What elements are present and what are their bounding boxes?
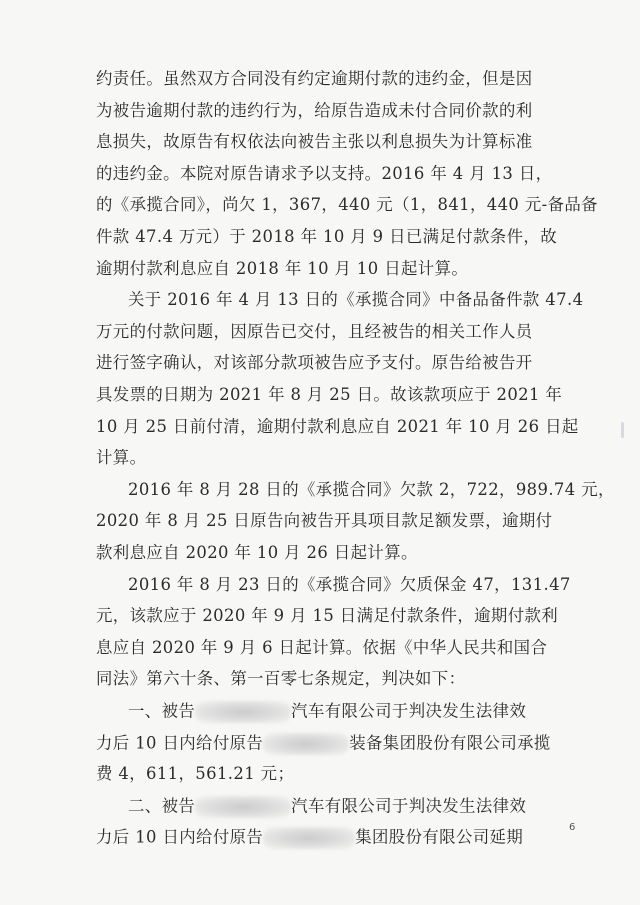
text-line: 进行签字确认，对该部分款项被告应予支付。原告给被告开	[96, 353, 533, 373]
text-line: 万元的付款问题，因原告已交付，且经被告的相关工作人员	[96, 321, 533, 341]
text-line: 计算。	[96, 448, 147, 468]
redaction-blur	[195, 701, 291, 723]
judgment-item-2	[128, 796, 526, 818]
text-segment: 汽车有限公司于判决发生法律效	[291, 796, 527, 816]
text-line: 2016 年 8 月 28 日的《承揽合同》欠款 2，722，989.74 元，	[128, 479, 615, 499]
text-segment: 一、被告	[128, 701, 196, 721]
text-line: 为被告逾期付款的违约行为，给原告造成未付合同价款的利	[96, 100, 533, 120]
text-segment: 二、被告	[128, 796, 196, 816]
redaction-blur	[263, 827, 355, 849]
text-line	[96, 827, 523, 849]
text-segment: 装备集团股份有限公司承揽	[349, 733, 551, 753]
text-line: 同法》第六十条、第一百零七条规定，判决如下：	[96, 669, 466, 689]
redaction-blur	[263, 733, 349, 755]
text-line: 约责任。虽然双方合同没有约定逾期付款的违约金，但是因	[96, 69, 533, 88]
text-line: 2020 年 8 月 25 日原告向被告开具项目款足额发票，逾期付	[96, 511, 553, 531]
text-line: 件款 47.4 万元）于 2018 年 10 月 9 日已满足付款条件，故	[96, 227, 558, 246]
text-line: 10 月 25 日前付清，逾期付款利息应自 2021 年 10 月 26 日起	[96, 416, 579, 436]
text-line: 费 4，611，561.21 元；	[96, 764, 295, 784]
text-line: 元，该款应于 2020 年 9 月 15 日满足付款条件，逾期付款利	[96, 606, 559, 626]
text-line: 息损失，故原告有权依法向被告主张以利息损失为计算标准	[96, 132, 533, 152]
text-line: 逾期付款利息应自 2018 年 10 月 10 日起计算。	[96, 258, 469, 278]
text-line	[96, 733, 551, 755]
text-segment: 集团股份有限公司延期	[355, 827, 524, 847]
redaction-blur	[195, 796, 291, 818]
text-line: 的《承揽合同》，尚欠 1，367，440 元（1，841，440 元-备品备	[96, 195, 598, 215]
text-segment: 力后 10 日内给付原告	[96, 827, 264, 847]
text-line: 关于 2016 年 4 月 13 日的《承揽合同》中备品备件款 47.4	[128, 290, 584, 310]
judgment-item-1	[128, 701, 526, 723]
scan-mark	[621, 422, 624, 438]
page-number: 6	[569, 822, 576, 833]
text-line: 2016 年 8 月 23 日的《承揽合同》欠质保金 47，131.47	[128, 574, 571, 594]
text-line: 息应自 2020 年 9 月 6 日起计算。依据《中华人民共和国合	[96, 637, 548, 657]
text-line: 款利息应自 2020 年 10 月 26 日起计算。	[96, 543, 418, 562]
text-line: 的违约金。本院对原告请求予以支持。2016 年 4 月 13 日，	[96, 163, 553, 183]
text-segment: 力后 10 日内给付原告	[96, 733, 264, 753]
text-line: 具发票的日期为 2021 年 8 月 25 日。故该款项应于 2021 年	[96, 385, 563, 404]
text-segment: 汽车有限公司于判决发生法律效	[291, 701, 527, 721]
